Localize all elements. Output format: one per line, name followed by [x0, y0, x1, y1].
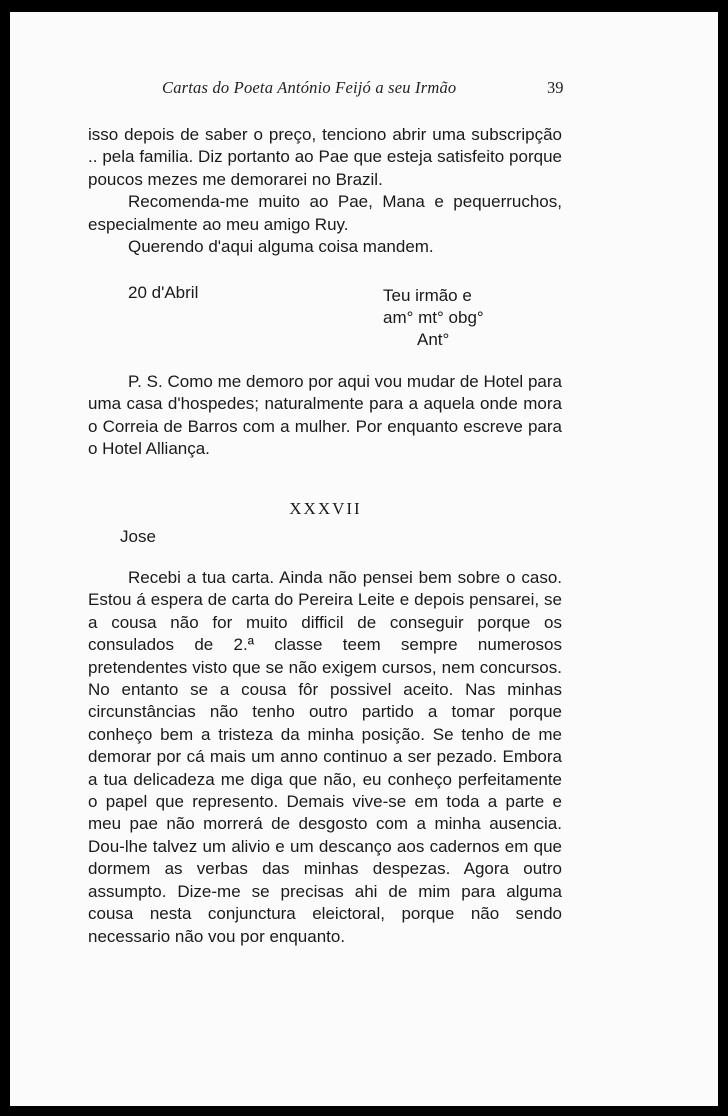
letter-body: [88, 567, 562, 948]
paragraph: Querendo d'aqui alguma coisa mandem.: [128, 237, 434, 257]
letter-date: 20 d'Abril: [128, 283, 199, 302]
page-number: 39: [547, 78, 564, 97]
signature-line: Teu irmão e: [383, 286, 472, 305]
chapter-numeral: XXXVII: [289, 499, 362, 518]
book-page: [10, 12, 718, 1106]
paragraph: isso depois de saber o preço, tenciono abrir uma subscripção .. pela familia. Diz portanto ao Pae que esteja satisfeito porque poucos mezes me demorarei no Brazil.: [88, 125, 562, 189]
postscript: [88, 371, 562, 461]
signature-name: Ant°: [417, 330, 450, 349]
paragraph: Recomenda-me muito ao Pae, Mana e pequerruchos, especialmente ao meu amigo Ruy.: [88, 192, 562, 234]
paragraph: P. S. Como me demoro por aqui vou mudar de Hotel para uma casa d'hospedes; naturalmente para a aquela onde mora o Correia de Barros com a mulher. Por enquanto escreve para o Hotel Alliança.: [88, 372, 562, 459]
signature-line: am° mt° obg°: [383, 308, 484, 327]
letter-body: [88, 124, 562, 258]
salutation: Jose: [120, 527, 156, 546]
paragraph: Recebi a tua carta. Ainda não pensei bem sobre o caso. Estou á espera de carta do Pereira Leite e depois pensarei, se a cousa não for muito difficil de conseguir porque os consulados de 2.ª classe teem sempre numerosos pretendentes visto que se não exigem cursos, nem concursos. No entanto se a cousa fôr possivel aceito. Nas minhas circunstâncias não tenho outro partido a tomar porque conheço bem a tristeza da minha posição. Se tenho de me demorar por cá mais um anno continuo a ser pezado. Embora a tua delicadeza me diga que não, eu conheço perfeitamente o papel que represento. Demais vive-se em toda a parte e meu pae não morrerá de desgosto com a minha ausencia. Dou-lhe talvez um alivio e um descanço aos cadernos em que dormem as verbas das minhas despezas. Agora outro assumpto. Dize-me se precisas ahi de mim para alguma cousa nesta conjunctura eleictoral, porque não sendo necessario não vou por enquanto.: [88, 568, 562, 946]
running-title: Cartas do Poeta António Feijó a seu Irmão: [162, 78, 457, 97]
